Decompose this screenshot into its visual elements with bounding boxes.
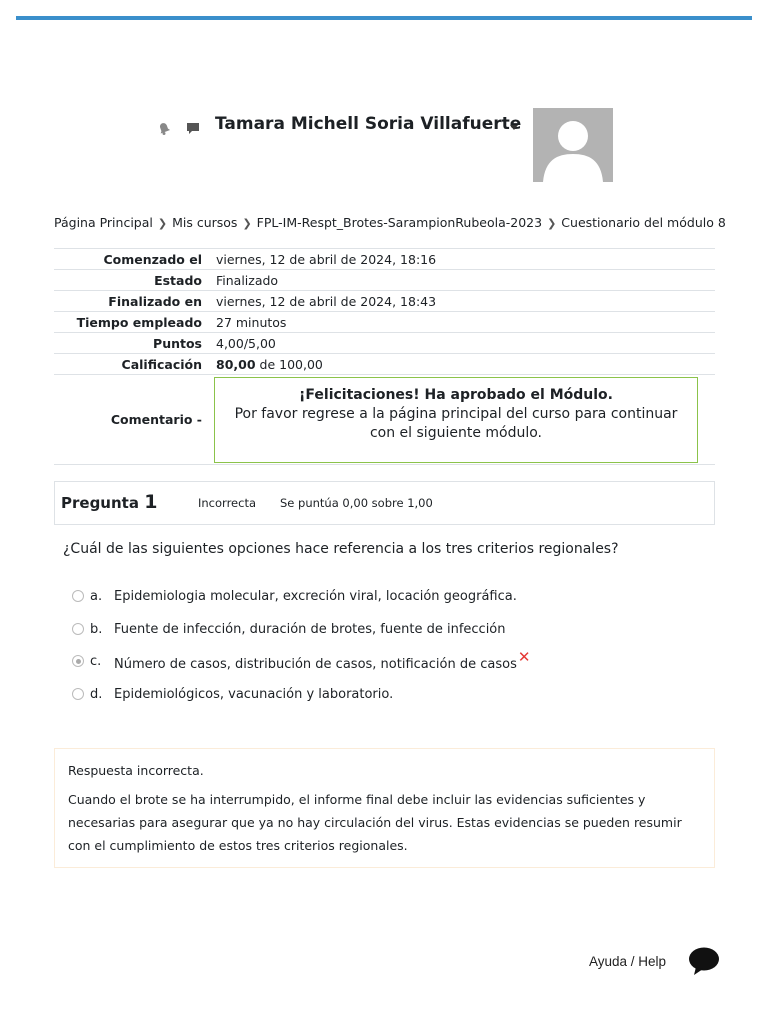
feedback-title: ¡Felicitaciones! Ha aprobado el Módulo. (299, 386, 613, 403)
answer-option-d (70, 683, 720, 716)
chevron-right-icon: ❯ (157, 217, 168, 230)
general-feedback: Cuando el brote se ha interrumpido, el informe final debe incluir las evidencias suficientes y necesarias para asegurar que ya no hay circulación del virus. Estas evidencias se pueden resumir con el cumplimiento de estos tres criterios regionales. (68, 792, 682, 853)
answer-letter: b. (90, 621, 103, 637)
avatar[interactable] (533, 108, 613, 182)
summary-row-time (54, 312, 715, 333)
bell-icon[interactable] (156, 120, 172, 136)
answer-option-a (70, 585, 720, 618)
answer-text: Epidemiologia molecular, excreción viral, locación geográfica. (114, 589, 517, 604)
answer-option-c (70, 650, 720, 683)
question-grade: Se puntúa 0,00 sobre 1,00 (280, 496, 433, 510)
question-index: 1 (144, 491, 158, 513)
chevron-down-icon[interactable] (510, 125, 518, 130)
summary-value: viernes, 12 de abril de 2024, 18:16 (210, 249, 715, 270)
answer-radio-selected[interactable] (72, 655, 84, 667)
question-number (61, 491, 157, 513)
summary-row-finished (54, 291, 715, 312)
question-info-header (54, 481, 715, 525)
question-state: Incorrecta (198, 496, 256, 510)
answer-text-wrap (114, 648, 531, 672)
question-text: ¿Cuál de las siguientes opciones hace referencia a los tres criterios regionales? (63, 541, 619, 557)
grade-max: de 100,00 (255, 356, 323, 372)
question-label: Pregunta (61, 494, 145, 512)
summary-value: 4,00/5,00 (210, 333, 715, 354)
summary-row-grade (54, 354, 715, 375)
chat-icon[interactable] (185, 120, 201, 136)
chat-bubble-icon[interactable] (688, 946, 720, 976)
attempt-summary-table (54, 248, 715, 465)
answer-radio[interactable] (72, 623, 84, 635)
summary-label: Estado (54, 270, 210, 291)
specific-feedback: Respuesta incorrecta. (68, 763, 204, 778)
summary-value (210, 354, 715, 375)
summary-row-comment (54, 375, 715, 465)
summary-row-points (54, 333, 715, 354)
question-outcome-box (54, 748, 715, 868)
overall-feedback-box (214, 377, 698, 463)
answer-option-b (70, 618, 720, 651)
summary-value (210, 375, 715, 465)
feedback-body: Por favor regrese a la página principal del curso para continuar con el siguiente módulo. (234, 405, 678, 441)
summary-value: Finalizado (210, 270, 715, 291)
summary-row-started (54, 249, 715, 270)
answer-text: Número de casos, distribución de casos, notificación de casos (114, 657, 517, 672)
answer-letter: c. (90, 654, 102, 669)
user-name[interactable]: Tamara Michell Soria Villafuerte (215, 114, 522, 134)
breadcrumb (54, 215, 734, 230)
summary-label: Comenzado el (54, 249, 210, 270)
chevron-right-icon: ❯ (242, 217, 252, 230)
summary-label: Tiempo empleado (54, 312, 210, 333)
summary-value: 27 minutos (210, 312, 715, 333)
grade-value: 80,00 (216, 356, 256, 372)
answer-radio[interactable] (72, 590, 84, 602)
breadcrumb-item-home[interactable]: Página Principal (54, 215, 153, 230)
summary-value: viernes, 12 de abril de 2024, 18:43 (210, 291, 715, 312)
summary-label: Comentario - (54, 375, 210, 465)
answer-list (70, 585, 720, 715)
breadcrumb-item-my-courses[interactable]: Mis cursos (172, 215, 238, 230)
user-menu-bar (156, 108, 616, 184)
chevron-right-icon: ❯ (547, 217, 557, 230)
top-accent-bar (16, 16, 752, 20)
summary-row-state (54, 270, 715, 291)
help-label[interactable]: Ayuda / Help (589, 954, 667, 969)
breadcrumb-item-quiz[interactable]: Cuestionario del módulo 8 (561, 215, 726, 230)
answer-text: Epidemiológicos, vacunación y laboratorio. (114, 686, 394, 702)
summary-label: Calificación (54, 354, 210, 375)
summary-label: Puntos (54, 333, 210, 354)
answer-radio[interactable] (72, 688, 84, 700)
summary-label: Finalizado en (54, 291, 210, 312)
breadcrumb-item-course[interactable]: FPL-IM-Respt_Brotes-SarampionRubeola-2023 (256, 215, 543, 230)
answer-text: Fuente de infección, duración de brotes, fuente de infección (114, 621, 506, 637)
incorrect-icon: ✕ (517, 648, 531, 666)
answer-letter: d. (90, 686, 103, 702)
answer-letter: a. (90, 589, 103, 604)
